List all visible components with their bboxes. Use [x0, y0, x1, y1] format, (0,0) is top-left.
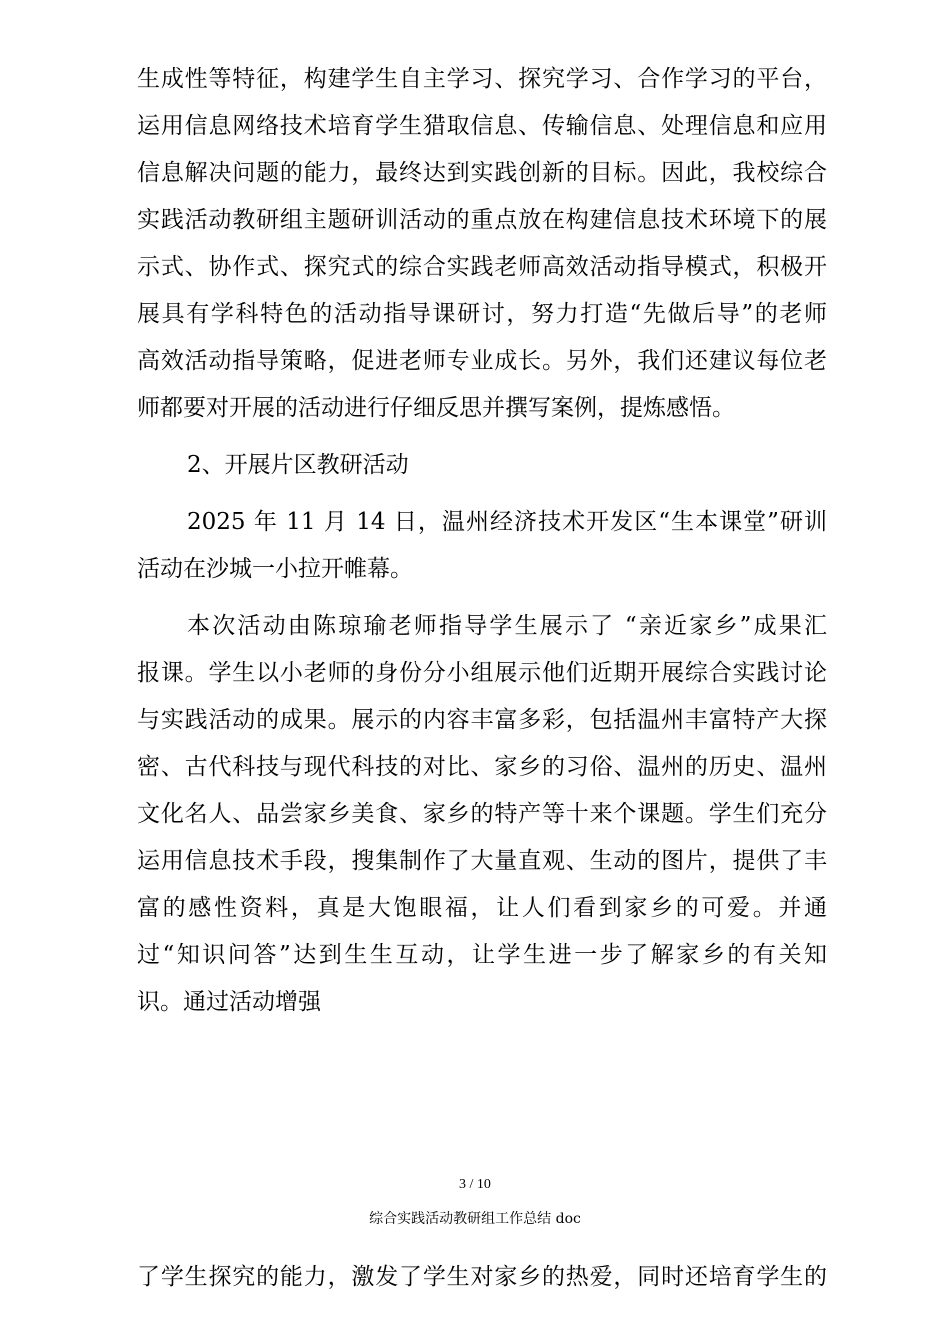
text-line: 运用信息网络技术培育学生猎取信息、传输信息、处理信息和应用 — [137, 113, 827, 139]
text-line: 运用信息技术手段，搜集制作了大量直观、生动的图片，提供了丰 — [137, 848, 827, 874]
text-line: 与实践活动的成果。展示的内容丰富多彩，包括温州丰富特产大探 — [137, 707, 827, 733]
text-line: 实践活动教研组主题研训活动的重点放在构建信息技术环境下的展 — [137, 207, 827, 233]
text-line: 展具有学科特色的活动指导课研讨，努力打造“先做后导”的老师 — [137, 301, 827, 327]
next-page-content — [137, 1254, 827, 1301]
text-line: 文化名人、品尝家乡美食、家乡的特产等十来个课题。学生们充分 — [137, 801, 827, 827]
text-line: 2025 年 11 月 14 日，温州经济技术开发区“生本课堂”研训 — [187, 509, 827, 535]
text-line: 示式、协作式、探究式的综合实践老师高效活动指导模式，积极开 — [137, 254, 827, 280]
text-line: 高效活动指导策略，促进老师专业成长。另外，我们还建议每位老 — [137, 348, 827, 374]
running-title: 综合实践活动教研组工作总结 doc — [369, 1211, 581, 1227]
text-line: 识。通过活动增强 — [137, 989, 321, 1015]
text-line: 富的感性资料，真是大饱眼福，让人们看到家乡的可爱。并通 — [137, 895, 827, 921]
text-line: 师都要对开展的活动进行仔细反思并撰写案例，提炼感悟。 — [137, 395, 735, 421]
paragraph — [137, 603, 827, 1026]
document-body — [137, 56, 827, 1026]
text-line: 过“知识问答”达到生生互动，让学生进一步了解家乡的有关知 — [137, 942, 827, 968]
section-heading: 2、开展片区教研活动 — [187, 452, 409, 478]
paragraph — [137, 499, 827, 593]
text-line: 生成性等特征，构建学生自主学习、探究学习、合作学习的平台， — [137, 66, 827, 92]
text-line: 密、古代科技与现代科技的对比、家乡的习俗、温州的历史、温州 — [137, 754, 827, 780]
text-line: 报课。学生以小老师的身份分小组展示他们近期开展综合实践讨论 — [137, 660, 827, 686]
paragraph — [137, 56, 827, 432]
text-line: 信息解决问题的能力，最终达到实践创新的目标。因此，我校综合 — [137, 160, 827, 186]
text-line: 活动在沙城一小拉开帷幕。 — [137, 556, 413, 582]
text-line: 了学生探究的能力，激发了学生对家乡的热爱，同时还培育学生的 — [137, 1264, 827, 1290]
text-line: 本次活动由陈琼瑜老师指导学生展示了 “亲近家乡”成果汇 — [187, 613, 827, 639]
page-number: 3 / 10 — [459, 1177, 491, 1192]
